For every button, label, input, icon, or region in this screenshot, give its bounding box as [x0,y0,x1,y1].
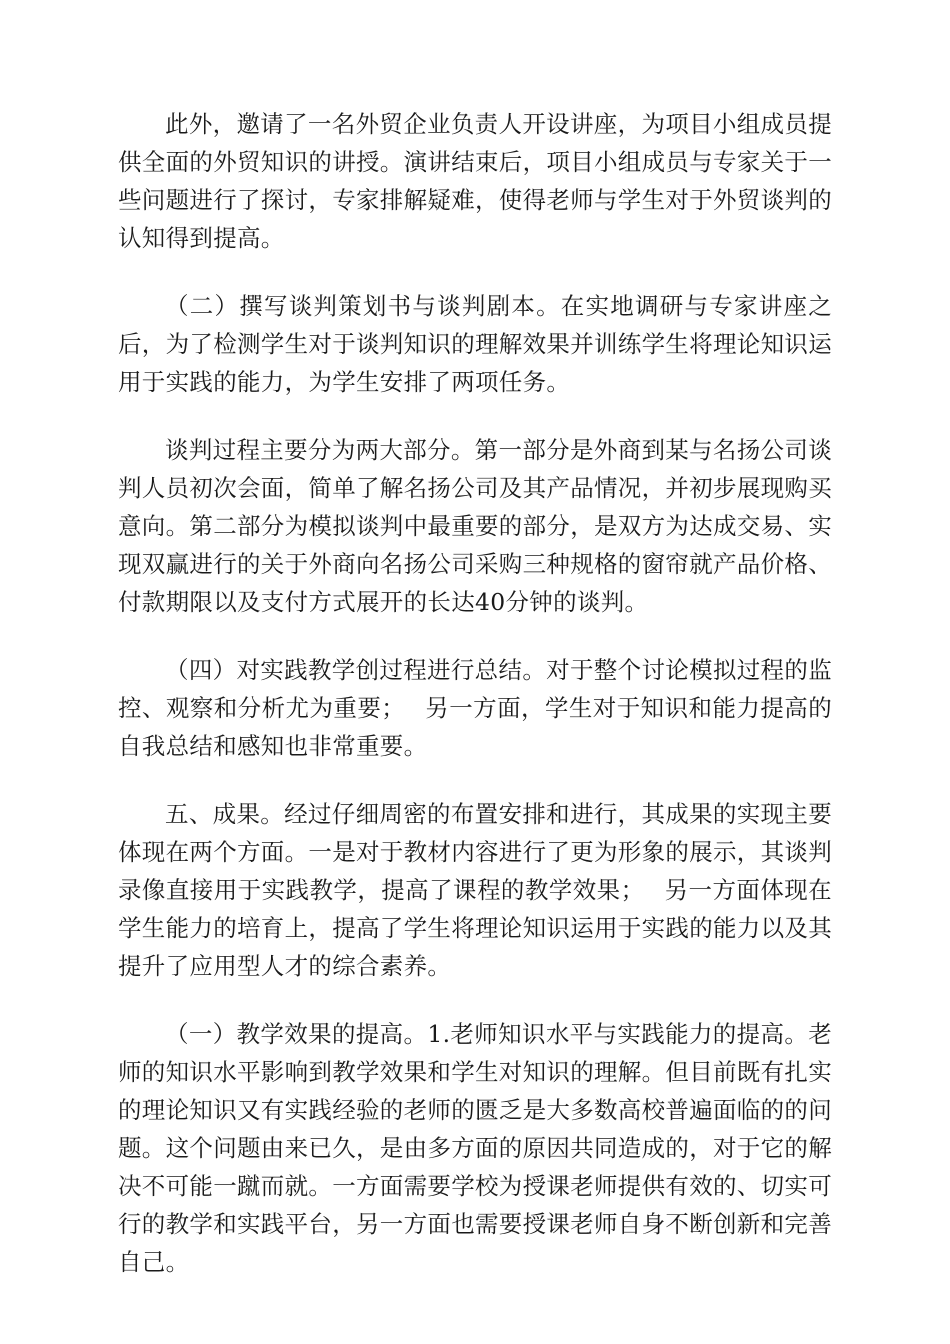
paragraph-negotiation-script: （二）撰写谈判策划书与谈判剧本。在实地调研与专家讲座之后，为了检测学生对于谈判知识的理解效果并训练学生将理论知识运用于实践的能力，为学生安排了两项任务。 [118,292,832,396]
paragraph-practice-summary: （四）对实践教学创过程进行总结。对于整个讨论模拟过程的监控、观察和分析尤为重要； 另一方面，学生对于知识和能力提高的自我总结和感知也非常重要。 [118,656,832,760]
paragraph-results: 五、成果。经过仔细周密的布置安排和进行，其成果的实现主要体现在两个方面。一是对于教材内容进行了更为形象的展示，其谈判录像直接用于实践教学，提高了课程的教学效果； 另一方面体现在学生能力的培育上，提高了学生将理论知识运用于实践的能力以及其提升了应用型人才的综合素养。 [118,800,832,980]
paragraph-negotiation-process: 谈判过程主要分为两大部分。第一部分是外商到某与名扬公司谈判人员初次会面，简单了解名扬公司及其产品情况，并初步展现购买意向。第二部分为模拟谈判中最重要的部分，是双方为达成交易、实现双赢进行的关于外商向名扬公司采购三种规格的窗帘就产品价格、付款期限以及支付方式展开的长达40分钟的谈判。 [118,436,832,616]
paragraph-expert-lecture: 此外，邀请了一名外贸企业负责人开设讲座，为项目小组成员提供全面的外贸知识的讲授。演讲结束后，项目小组成员与专家关于一些问题进行了探讨，专家排解疑难，使得老师与学生对于外贸谈判的认知得到提高。 [118,110,832,252]
paragraph-teaching-effect: （一）教学效果的提高。1.老师知识水平与实践能力的提高。老师的知识水平影响到教学效果和学生对知识的理解。但目前既有扎实的理论知识又有实践经验的老师的匮乏是大多数高校普遍面临的的问题。这个问题由来已久，是由多方面的原因共同造成的，对于它的解决不可能一蹴而就。一方面需要学校为授课老师提供有效的、切实可行的教学和实践平台，另一方面也需要授课老师自身不断创新和完善自己。 [118,1020,832,1276]
document-body [118,105,832,1311]
